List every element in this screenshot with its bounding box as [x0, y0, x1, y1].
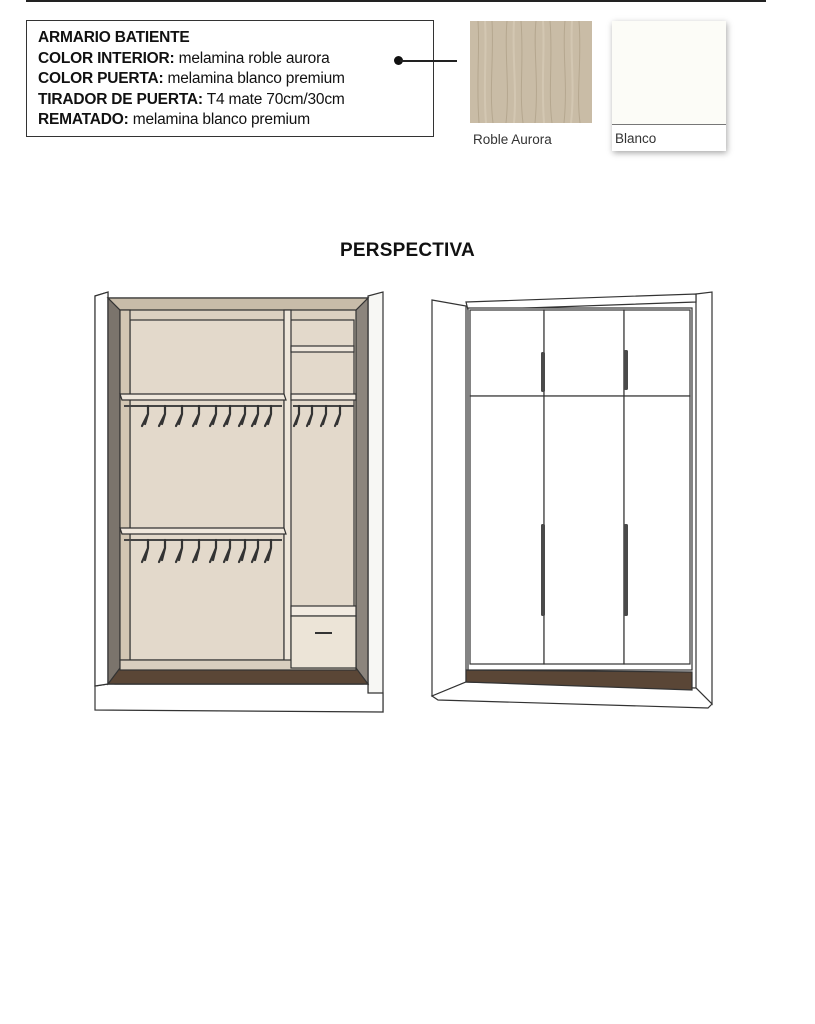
specification-box [26, 20, 434, 137]
pointer-line [400, 60, 457, 62]
spec-row-door-color: COLOR PUERTA: melamina blanco premium [38, 70, 345, 87]
wood-texture-chip [470, 21, 592, 123]
swatch-label: Roble Aurora [473, 132, 552, 147]
section-title: PERSPECTIVA [340, 240, 475, 261]
top-divider [26, 0, 766, 2]
swatch-label: Blanco [615, 131, 657, 146]
spec-row-interior-color: COLOR INTERIOR: melamina roble aurora [38, 49, 330, 67]
spec-title: ARMARIO BATIENTE [38, 29, 190, 46]
closed-wardrobe-drawing [428, 288, 728, 716]
swatch-roble-aurora [470, 21, 592, 151]
white-color-chip [612, 21, 726, 125]
spec-row-door-handle: TIRADOR DE PUERTA: T4 mate 70cm/30cm [38, 90, 345, 108]
open-wardrobe-drawing [90, 288, 390, 716]
spec-row-finish: REMATADO: melamina blanco premium [38, 111, 310, 128]
swatch-blanco [612, 21, 726, 151]
